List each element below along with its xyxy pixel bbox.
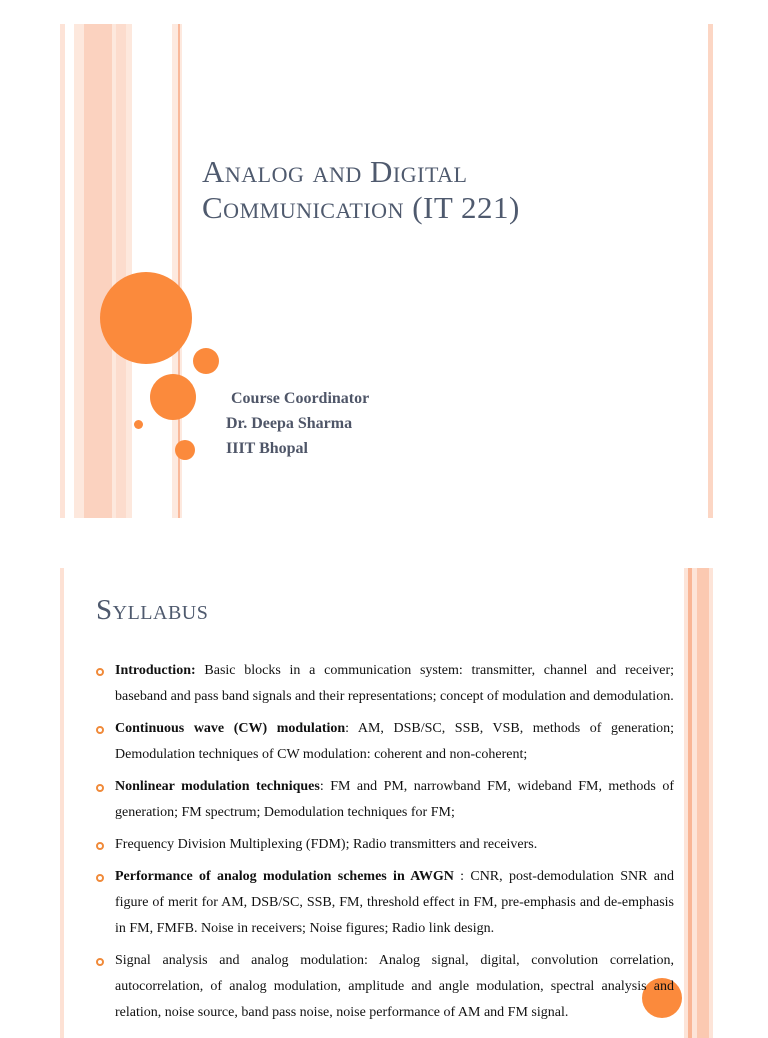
- item-heading: Continuous wave (CW) modulation: [115, 721, 346, 736]
- bullet-icon: [96, 668, 104, 676]
- item-text: Frequency Division Multiplexing (FDM); Radio transmitters and receivers.: [115, 837, 538, 852]
- coordinator-name: Dr. Deepa Sharma: [226, 415, 353, 432]
- decor-circle-medium: [150, 374, 196, 420]
- decor-stripe: [697, 568, 709, 1038]
- coordinator-label: Course Coordinator: [231, 390, 370, 407]
- item-text: : AM, DSB/SC, SSB, VSB, methods of generation; Demodulation techniques of CW modulation: coherent and non-coherent;: [115, 721, 674, 762]
- bullet-icon: [96, 726, 104, 734]
- bullet-icon: [96, 784, 104, 792]
- decor-circle-small: [193, 348, 219, 374]
- item-text: Basic blocks in a communication system: transmitter, channel and receiver; baseband and pass band signals and their representations; concept of modulation and demodulation.: [115, 663, 674, 704]
- slide-title: [202, 154, 520, 226]
- course-coordinator-block: [226, 386, 369, 461]
- decor-stripe: [60, 568, 64, 1038]
- item-heading: Performance of analog modulation schemes in AWGN: [115, 869, 454, 884]
- item-text: : FM and PM, narrowband FM, wideband FM, methods of generation; FM spectrum; Demodulation techniques for FM;: [115, 779, 674, 820]
- item-heading: Nonlinear modulation techniques: [115, 779, 320, 794]
- syllabus-slide: [60, 568, 713, 1038]
- bullet-icon: [96, 958, 104, 966]
- decor-stripe: [60, 24, 65, 518]
- decor-circle-large: [100, 272, 192, 364]
- syllabus-title: Syllabus: [96, 594, 209, 626]
- list-item: [96, 832, 674, 858]
- decor-stripe: [84, 24, 112, 518]
- decor-stripe: [116, 24, 126, 518]
- list-item: [96, 716, 674, 768]
- decor-circle-tiny: [134, 420, 143, 429]
- decor-stripe: [688, 568, 692, 1038]
- title-line-2: Communication (IT 221): [202, 190, 520, 225]
- list-item: [96, 658, 674, 710]
- decor-stripe: [708, 24, 713, 518]
- item-heading: Introduction:: [115, 663, 196, 678]
- syllabus-list: [96, 658, 674, 1032]
- item-text: : CNR, post-demodulation SNR and figure of merit for AM, DSB/SC, SSB, FM, threshold effect in FM, pre-emphasis and de-emphasis in FM, FMFB. Noise in receivers; Noise figures; Radio link design.: [115, 869, 674, 936]
- item-text: Signal analysis and analog modulation: Analog signal, digital, convolution correlation, autocorrelation, of analog modulation, amplitude and angle modulation, spectral analysis and relation, noise source, band pass noise, noise performance of AM and FM signal.: [115, 953, 674, 1020]
- institution-name: IIIT Bhopal: [226, 440, 308, 457]
- list-item: [96, 948, 674, 1026]
- list-item: [96, 864, 674, 942]
- bullet-icon: [96, 874, 104, 882]
- title-line-1: Analog and Digital: [202, 154, 468, 189]
- list-item: [96, 774, 674, 826]
- decor-circle-small: [175, 440, 195, 460]
- bullet-icon: [96, 842, 104, 850]
- title-slide: [60, 24, 713, 518]
